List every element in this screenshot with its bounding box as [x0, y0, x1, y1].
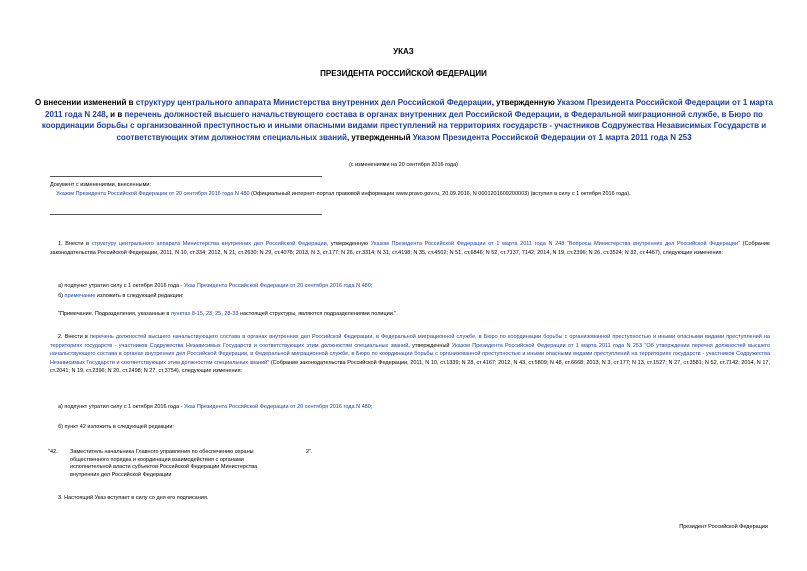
p2-link-positions-list[interactable]: перечень должностей высшего начальствующего состава в органах внутренних дел Российской Федерации, в Федеральной миграционной службе, в Бюро по координации борьбы с организованной преступностью и иными опасными видами преступлений на территориях государств - участников Содружества Независимых Государств и соответствующих этим должностям специальных званий [50, 334, 770, 349]
note-link-items-8-15[interactable]: пунктах 8-15 [170, 311, 203, 317]
p1-link-structure[interactable]: структуру центрального аппарата Министерства внутренних дел Российской Федерации [91, 241, 327, 247]
paragraph-3: 3. Настоящий Указ вступает в силу со дня его подписания. [58, 495, 209, 501]
paragraph-1b: б) примечание изложить в следующей редакции: [58, 293, 184, 299]
changes-link-decree-480[interactable]: Указом Президента Российской Федерации от 20 сентября 2016 года N 480 [56, 191, 250, 197]
table-position-title: Заместитель начальника Главного управления по обеспечению охраны общественного порядка и координации взаимодействия с органами исполнительной власти субъектов Российской Федерации Министерства внутренних дел Российской Федерации [70, 449, 258, 478]
title-link-positions-list[interactable]: перечень должностей высшего начальствующего состава в органах внутренних дел Российской Федерации, в Федеральной миграционной службе, в Бюро по координации борьбы с организованной преступностью и иными опасными видами преступлений на территориях государств - участников Содружества Независимых Государств и соответствующих этим должностям специальных званий [41, 109, 767, 142]
document-title: О внесении изменений в структуру центрального аппарата Министерства внутренних дел Российской Федерации, утвержденную Указом Президента Российской Федерации от 1 марта 2011 года N 248, и в перечень должностей высшего начальствующего состава в органах внутренних дел Российской Федерации, в Федеральной миграционной службе, в Бюро по координации борьбы с организованной преступностью и иными опасными видами преступлений на территориях государств - участников Содружества Независимых Государств и соответствующих этим должностям специальных званий, утвержденный Указом Президента Российской Федерации от 1 марта 2011 года N 253 [35, 98, 773, 142]
divider-bottom [50, 214, 322, 215]
title-link-decree-253[interactable]: Указом Президента Российской Федерации от 1 марта 2011 года N 253 [412, 132, 692, 142]
quoted-note: "Примечание. Подразделения, указанные в пунктах 8-15, 23, 25, 28-33 настоящей структуры, являются подразделениями полиции.". [58, 311, 398, 317]
title-link-decree-248[interactable]: Указом Президента Российской Федерации от 1 марта 2011 года N 248 [45, 98, 773, 119]
paragraph-2: 2. Внести в перечень должностей высшего начальствующего состава в органах внутренних дел Российской Федерации, в Федеральной миграционной службе, в Бюро по координации борьбы с организованной преступностью и иными опасными видами преступлений на территориях государств - участников Содружества Независимых Государств и соответствующих этим должностям специальных званий, утвержденный Указом Президента Российской Федерации от 1 марта 2011 года N 253 "Об утверждении перечня должностей высшего начальствующего состава в органах внутренних дел Российской Федерации, в Федеральной миграционной службе, в Бюро по координации борьбы с организованной преступностью и иными опасными видами преступлений на территориях государств - участников Содружества Независимых Государств и соответствующих этим должностям специальных званий" (Собрание законодательства Российской Федерации, 2011, N 10, ст.1339; N 28, ст.4167; 2012, N 43, ст.5809; N 48, ст.6668; 2013, N 3, ст.177; N 13, ст.1527; N 27, ст.3581; N 52, ст.7142; 2014, N 17, ст.2041; N 19, ст.2396; N 20, ст.2498; N 27, ст.3754), следующие изменения: [50, 334, 770, 374]
revision-note: (с изменениями на 20 сентября 2016 года) [348, 162, 459, 168]
p1-link-decree-248[interactable]: Указом Президента Российской Федерации от 1 марта 2011 года N 248 "Вопросы Министерства внутренних дел Российской Федерации" [370, 241, 740, 247]
note-link-item-23[interactable]: 23 [205, 311, 213, 317]
changes-source: Указом Президента Российской Федерации от 20 сентября 2016 года N 480 (Официальный интернет-портал правовой информации www.pravo.gov.ru, 20.09.2016, N 0001201609200003) (вступил в силу с 1 октября 2016 года). [56, 191, 631, 197]
title-link-structure[interactable]: структуру центрального аппарата Министерства внутренних дел Российской Федерации [135, 98, 492, 107]
paragraph-1: 1. Внести в структуру центрального аппарата Министерства внутренних дел Российской Федерации, утвержденную Указом Президента Российской Федерации от 1 марта 2011 года N 248 "Вопросы Министерства внутренних дел Российской Федерации" (Собрание законодательства Российской Федерации, 2011, N 10, ст.334; 2012, N 21, ст.2630; N 29, ст.4078; 2013, N 3, ст.177; N 26, ст.3314; N 31, ст.4198; N 35, ст.4502; N 51, ст.6846; N 52, ст.7137, 7142; 2014, N 19, ст.2396; N 26, ст.3524; N 32, ст.4467), следующие изменения: [50, 241, 770, 256]
document-type-heading: УКАЗ [393, 47, 414, 56]
p2a-link-decree-480[interactable]: Указ Президента Российской Федерации от 20 сентября 2016 года N 480 [184, 404, 371, 410]
paragraph-2a: а) подпункт утратил силу с 1 октября 2016 года - Указ Президента Российской Федерации от 20 сентября 2016 года N 480; [58, 404, 373, 410]
divider-top [50, 176, 322, 177]
table-rank-code: 2". [306, 449, 313, 455]
p1b-link-note[interactable]: примечание [64, 293, 96, 299]
p1a-link-decree-480[interactable]: Указ Президента Российской Федерации от 20 сентября 2016 года N 480 [184, 283, 371, 289]
changes-intro: Документ с изменениями, внесенными: [50, 182, 151, 188]
signature-line: Президент Российской Федерации [679, 524, 768, 530]
paragraph-1a: а) подпункт утратил силу с 1 октября 2016 года - Указ Президента Российской Федерации от 20 сентября 2016 года N 480; [58, 283, 373, 289]
issuer-heading: ПРЕЗИДЕНТА РОССИЙСКОЙ ФЕДЕРАЦИИ [320, 69, 487, 78]
table-item-number: "42. [48, 449, 58, 455]
paragraph-2b: б) пункт 42 изложить в следующей редакции: [58, 424, 174, 430]
note-link-items-28-33[interactable]: 28-33 [224, 311, 239, 317]
note-link-item-25[interactable]: 25 [215, 311, 222, 317]
p2-link-decree-253[interactable]: Указом Президента Российской Федерации от 1 марта 2011 года N 253 "Об утверждении перечня должностей высшего начальствующего состава в органах внутренних дел Российской Федерации, в Федеральной миграционной службе, в Бюро по координации борьбы с организованной преступностью и иными опасными видами преступлений на территориях государств - участников Содружества Независимых Государств и соответствующих этим должностям специальных званий" [50, 342, 770, 366]
